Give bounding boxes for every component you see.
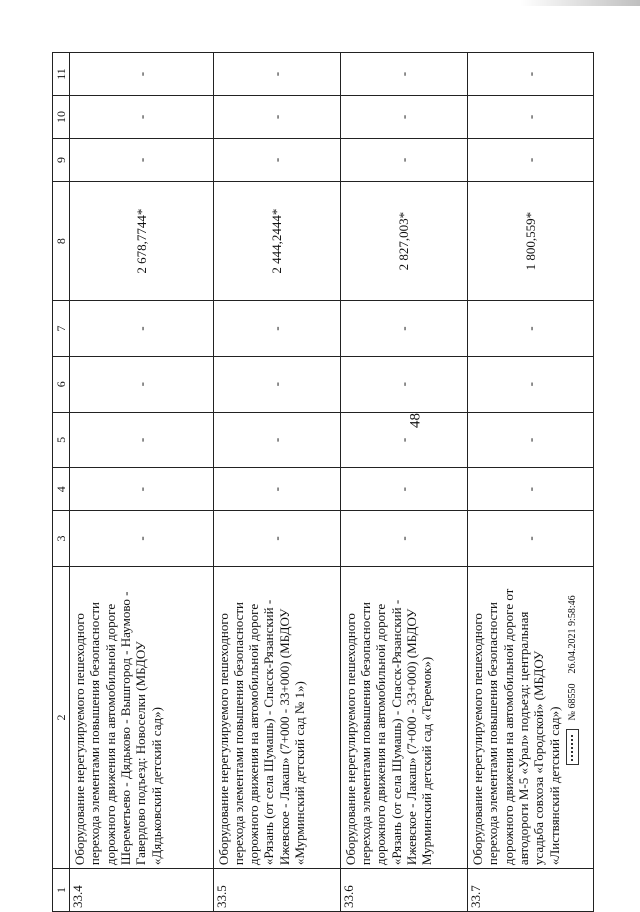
table-row bbox=[340, 53, 467, 912]
cell-col7: - bbox=[70, 301, 214, 357]
cell-col10: - bbox=[213, 96, 340, 139]
cell-col7: - bbox=[213, 301, 340, 357]
cell-col4: - bbox=[467, 468, 593, 511]
cell-amount: 2 444,2444* bbox=[213, 181, 340, 300]
data-table bbox=[52, 52, 594, 912]
cell-col10: - bbox=[467, 96, 593, 139]
cell-col3: - bbox=[467, 511, 593, 567]
header-cell: 10 bbox=[53, 96, 70, 139]
cell-col5: - bbox=[340, 412, 467, 468]
cell-col6: - bbox=[467, 356, 593, 412]
cell-col10: - bbox=[340, 96, 467, 139]
cell-col5: - bbox=[467, 412, 593, 468]
header-cell: 3 bbox=[53, 511, 70, 567]
cell-col7: - bbox=[467, 301, 593, 357]
table-row bbox=[213, 53, 340, 912]
cell-col9: - bbox=[467, 138, 593, 181]
cell-col3: - bbox=[70, 511, 214, 567]
cell-col5: - bbox=[213, 412, 340, 468]
cell-col3: - bbox=[340, 511, 467, 567]
document-footer bbox=[566, 565, 580, 765]
document-timestamp: 26.04.2021 9:58:46 bbox=[566, 595, 578, 674]
header-cell: 2 bbox=[53, 566, 70, 868]
cell-col10: - bbox=[70, 96, 214, 139]
cell-col11: - bbox=[213, 53, 340, 96]
scan-edge-shadow bbox=[520, 0, 640, 6]
header-cell: 4 bbox=[53, 468, 70, 511]
cell-col9: - bbox=[340, 138, 467, 181]
cell-col3: - bbox=[213, 511, 340, 567]
header-cell: 11 bbox=[53, 53, 70, 96]
cell-col6: - bbox=[213, 356, 340, 412]
row-number: 33.6 bbox=[340, 869, 467, 912]
row-number: 33.7 bbox=[467, 869, 593, 912]
header-cell: 7 bbox=[53, 301, 70, 357]
cell-col4: - bbox=[340, 468, 467, 511]
cell-col11: - bbox=[70, 53, 214, 96]
cell-col9: - bbox=[213, 138, 340, 181]
cell-col4: - bbox=[213, 468, 340, 511]
cell-col5: - bbox=[70, 412, 214, 468]
cell-col11: - bbox=[467, 53, 593, 96]
table-row bbox=[467, 53, 593, 912]
table-row bbox=[70, 53, 214, 912]
cell-amount: 2 678,7744* bbox=[70, 181, 214, 300]
header-row bbox=[53, 53, 70, 912]
row-description: Оборудование нерегулируемого пешеходного перехода элементами повышения безопасности дорожного движения на автомобильной дороге «Рязань (от села Шумашь) - Спасск-Рязанский - Ижевское - Лакаш» (7+000 - 33+000) (МБДОУ «Мурминский детский сад № 1») bbox=[213, 566, 340, 868]
page-number: 48 bbox=[407, 413, 424, 428]
document-number: № 68550 bbox=[566, 683, 578, 721]
header-cell: 8 bbox=[53, 181, 70, 300]
cell-col9: - bbox=[70, 138, 214, 181]
cell-col4: - bbox=[70, 468, 214, 511]
header-cell: 9 bbox=[53, 138, 70, 181]
cell-amount: 2 827,003* bbox=[340, 181, 467, 300]
cell-amount: 1 800,559* bbox=[467, 181, 593, 300]
row-description: Оборудование нерегулируемого пешеходного перехода элементами повышения безопасности дорожного движения на автомобильной дороге «Рязань (от села Шумашь) - Спасск-Рязанский - Ижевское - Лакаш» (7+000 - 33+000) (МБДОУ Мурминский детский сад «Теремок») bbox=[340, 566, 467, 868]
header-cell: 6 bbox=[53, 356, 70, 412]
row-number: 33.5 bbox=[213, 869, 340, 912]
header-cell: 5 bbox=[53, 412, 70, 468]
cell-col11: - bbox=[340, 53, 467, 96]
cell-col6: - bbox=[70, 356, 214, 412]
row-number: 33.4 bbox=[70, 869, 214, 912]
stamp-logo-icon bbox=[566, 729, 579, 765]
cell-col7: - bbox=[340, 301, 467, 357]
row-description: Оборудование нерегулируемого пешеходного перехода элементами повышения безопасности дорожного движения на автомобильной дороге Шереметьево - Дядьково - Вышгород - Наумово - Гавердово подъезд: Новоселки (МБДОУ «Дядьковский детский сад») bbox=[70, 566, 214, 868]
row-description: Оборудование нерегулируемого пешеходного перехода элементами повышения безопасности дорожного движения на автомобильной дороге от автодороги М-5 «Урал» подъезд: центральная усадьба совхоза «Городской» (МБДОУ «Листвянский детский сад») bbox=[467, 566, 593, 868]
cell-col6: - bbox=[340, 356, 467, 412]
header-cell: 1 bbox=[53, 869, 70, 912]
